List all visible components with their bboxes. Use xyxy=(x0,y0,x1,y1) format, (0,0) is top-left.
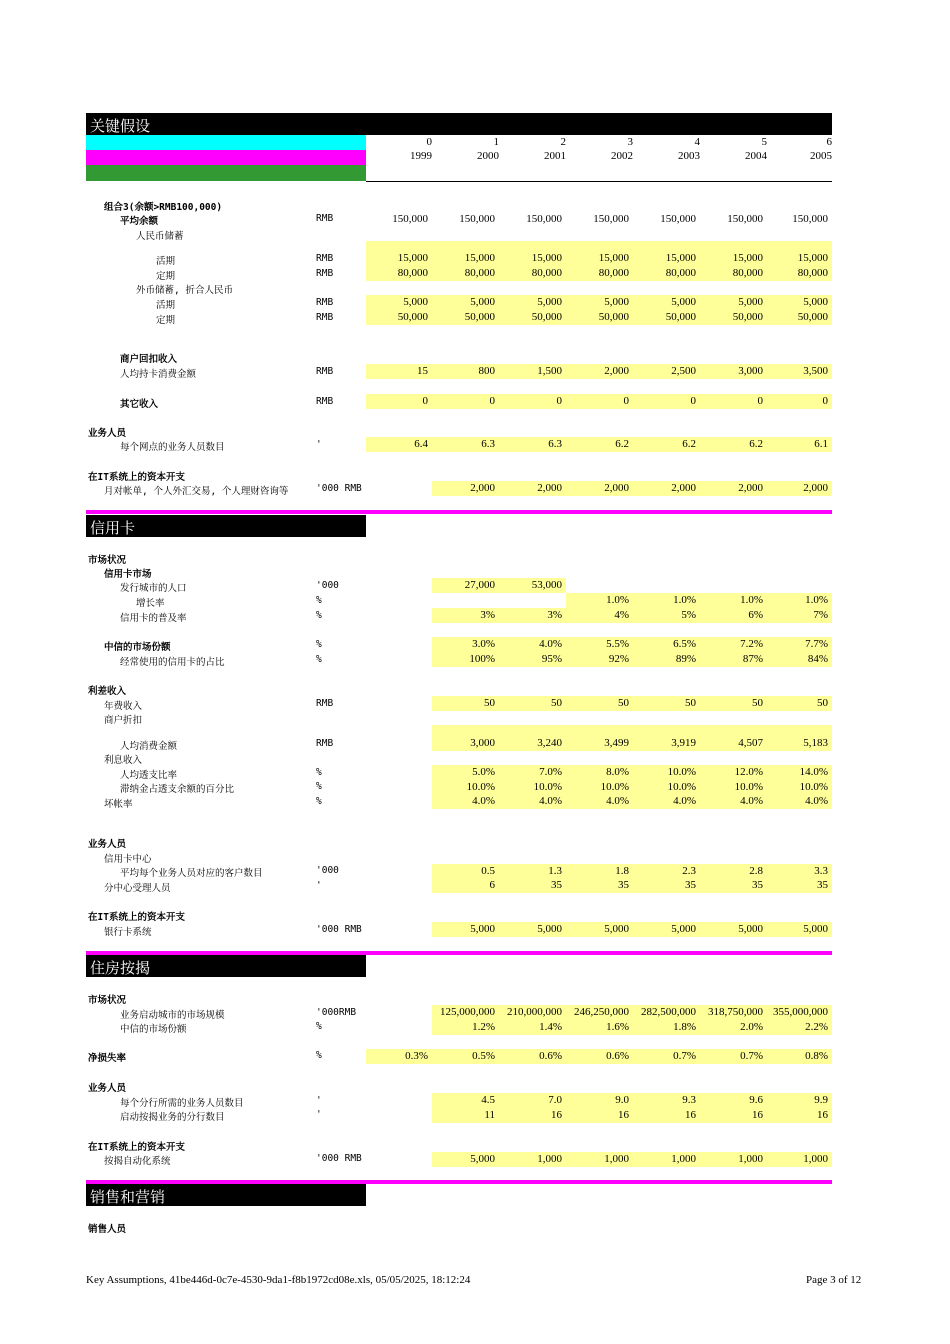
cell-value: 15,000 xyxy=(598,252,629,264)
cell-value: 80,000 xyxy=(464,267,495,279)
cell-value: 6.3 xyxy=(548,438,562,450)
cell-value: 5,000 xyxy=(738,923,763,935)
column-index: 3 xyxy=(627,136,633,148)
cell-value: 7.2% xyxy=(740,638,763,650)
label-interest-income: 利息收入 xyxy=(104,755,143,766)
cell-value: 0.7% xyxy=(673,1050,696,1062)
label-merchant-discount: 商户折扣 xyxy=(104,715,143,726)
cell-value: 6.2 xyxy=(682,438,696,450)
cell-value: 5,000 xyxy=(803,296,828,308)
label-penetration: 信用卡的普及率 xyxy=(120,613,187,624)
section-bar-credit-card xyxy=(86,515,366,537)
label-sales-staff: 销售人员 xyxy=(88,1224,127,1235)
label-rmb-savings: 人民币储蓄 xyxy=(136,231,184,242)
cell-value: 11 xyxy=(484,1109,495,1121)
label-citic-mkt-share: 中信的市场份额 xyxy=(120,1024,187,1035)
footer-file-info: Key Assumptions, 41be446d-0c7e-4530-9da1-f8b1972cd08e.xls, 05/05/2025, 18:12:24 xyxy=(86,1274,471,1286)
column-index: 5 xyxy=(761,136,767,148)
unit-bad-debt: % xyxy=(316,796,322,807)
unit-bank-card-sys: '000 RMB xyxy=(316,924,362,935)
cell-value: 92% xyxy=(608,653,629,665)
unit-issue-pop: '000 xyxy=(316,580,339,591)
cell-value: 0 xyxy=(623,395,629,407)
cell-value: 1,000 xyxy=(803,1153,828,1165)
cell-value: 1.8 xyxy=(615,865,629,877)
unit-rmb-fixed: RMB xyxy=(316,268,334,279)
cell-value: 10.0% xyxy=(533,781,562,793)
cell-value: 27,000 xyxy=(464,579,495,591)
cell-value: 5,000 xyxy=(671,923,696,935)
section-bar-key-assumptions xyxy=(86,113,832,135)
label-mortgage-staff: 业务人员 xyxy=(88,1083,127,1094)
cell-value: 4.0% xyxy=(805,795,828,807)
cell-value: 0.6% xyxy=(606,1050,629,1062)
unit-per-card-spend: RMB xyxy=(316,366,334,377)
cell-value: 0 xyxy=(690,395,696,407)
cell-value: 9.6 xyxy=(749,1094,763,1106)
label-net-loss: 净损失率 xyxy=(88,1053,127,1064)
cell-value: 0.3% xyxy=(405,1050,428,1062)
cell-value: 16 xyxy=(817,1109,828,1121)
cell-value: 3,500 xyxy=(803,365,828,377)
cell-value: 84% xyxy=(807,653,828,665)
cell-value: 800 xyxy=(478,365,495,377)
cell-value: 0 xyxy=(757,395,763,407)
unit-citic-mkt-share: % xyxy=(316,1021,322,1032)
unit-launch-market: '000RMB xyxy=(316,1007,357,1018)
section-title: 关键假设 xyxy=(90,117,151,135)
cell-value: 12.0% xyxy=(734,766,763,778)
cell-value: 1,000 xyxy=(738,1153,763,1165)
cell-value: 4.0% xyxy=(606,795,629,807)
cell-value: 50 xyxy=(484,697,495,709)
cell-value: 3% xyxy=(547,609,562,621)
unit-staff-per-branch: ' xyxy=(316,439,322,450)
cell-value: 35 xyxy=(618,879,629,891)
cell-value: 2,000 xyxy=(671,482,696,494)
unit-other-income: RMB xyxy=(316,396,334,407)
label-staff: 业务人员 xyxy=(88,428,127,439)
cell-value: 282,500,000 xyxy=(641,1006,696,1018)
cell-value: 5,000 xyxy=(803,923,828,935)
cell-value: 5% xyxy=(681,609,696,621)
cell-value: 2,000 xyxy=(738,482,763,494)
cell-value: 3,000 xyxy=(738,365,763,377)
label-staff-per-branch: 每个网点的业务人员数目 xyxy=(120,442,225,453)
cell-value: 16 xyxy=(551,1109,562,1121)
cell-value: 1.0% xyxy=(740,594,763,606)
unit-fx-fixed: RMB xyxy=(316,312,334,323)
cell-value: 95% xyxy=(541,653,562,665)
cell-value: 2,000 xyxy=(604,482,629,494)
cell-value: 1,000 xyxy=(604,1153,629,1165)
cell-value: 6.4 xyxy=(414,438,428,450)
header-rule xyxy=(366,181,832,182)
cell-value: 9.3 xyxy=(682,1094,696,1106)
section-bar-sales-marketing xyxy=(86,1184,366,1206)
cell-value: 2.0% xyxy=(740,1021,763,1033)
label-it-items: 月对帐单, 个人外汇交易, 个人理财咨询等 xyxy=(104,486,289,497)
magenta-rule xyxy=(86,510,832,514)
cell-value: 9.0 xyxy=(615,1094,629,1106)
unit-growth: % xyxy=(316,595,322,606)
cell-value: 9.9 xyxy=(814,1094,828,1106)
cell-highlight xyxy=(700,241,767,251)
cell-value: 50,000 xyxy=(397,311,428,323)
label-spread-income: 利差收入 xyxy=(88,686,127,697)
cell-value: 318,750,000 xyxy=(708,1006,763,1018)
unit-sub-center-staff: ' xyxy=(316,880,322,891)
cell-value: 50,000 xyxy=(732,311,763,323)
cell-value: 150,000 xyxy=(392,213,428,225)
cell-value: 0.5% xyxy=(472,1050,495,1062)
cell-value: 7.0% xyxy=(539,766,562,778)
cell-value: 10.0% xyxy=(466,781,495,793)
cell-value: 87% xyxy=(742,653,763,665)
section-title: 信用卡 xyxy=(90,519,136,537)
cell-value: 4.0% xyxy=(472,795,495,807)
cell-value: 2,500 xyxy=(671,365,696,377)
cell-highlight xyxy=(499,241,566,251)
cell-value: 15,000 xyxy=(665,252,696,264)
cell-value: 5,000 xyxy=(738,296,763,308)
label-issue-pop: 发行城市的人口 xyxy=(120,583,187,594)
cell-value: 0 xyxy=(822,395,828,407)
unit-staff-per-branch-mortgage: ' xyxy=(316,1095,322,1106)
cell-value: 80,000 xyxy=(732,267,763,279)
label-it-capex: 在IT系统上的资本开支 xyxy=(88,472,185,483)
cell-value: 1,000 xyxy=(671,1153,696,1165)
unit-overdraft-ratio: % xyxy=(316,767,322,778)
label-rmb-fixed: 定期 xyxy=(156,271,176,282)
unit-penetration: % xyxy=(316,610,322,621)
cell-value: 14.0% xyxy=(799,766,828,778)
label-other-income: 其它收入 xyxy=(120,399,159,410)
cell-value: 1.0% xyxy=(805,594,828,606)
cell-value: 2,000 xyxy=(803,482,828,494)
cell-highlight xyxy=(366,241,432,251)
cell-highlight xyxy=(432,241,499,251)
cell-highlight xyxy=(633,725,700,736)
cell-highlight xyxy=(566,725,633,736)
unit-per-capita-spend: RMB xyxy=(316,738,334,749)
cell-value: 2.8 xyxy=(749,865,763,877)
cell-value: 50,000 xyxy=(598,311,629,323)
cell-value: 5,000 xyxy=(604,296,629,308)
cell-value: 16 xyxy=(618,1109,629,1121)
label-cc-it-capex: 在IT系统上的资本开支 xyxy=(88,912,185,923)
cell-value: 8.0% xyxy=(606,766,629,778)
cell-value: 1.2% xyxy=(472,1021,495,1033)
cell-highlight xyxy=(566,241,633,251)
cell-value: 6 xyxy=(489,879,495,891)
cell-value: 1.3 xyxy=(548,865,562,877)
cell-value: 150,000 xyxy=(660,213,696,225)
column-year: 2002 xyxy=(611,150,633,162)
unit-mortgage-auto: '000 RMB xyxy=(316,1153,362,1164)
unit-annual-fee: RMB xyxy=(316,698,334,709)
cell-value: 5.0% xyxy=(472,766,495,778)
cell-highlight xyxy=(700,725,767,736)
cell-highlight xyxy=(633,241,700,251)
section-title: 住房按揭 xyxy=(90,959,151,977)
magenta-rule xyxy=(86,951,832,955)
cell-value: 16 xyxy=(685,1109,696,1121)
cell-value: 50 xyxy=(817,697,828,709)
cell-value: 4.0% xyxy=(740,795,763,807)
label-overdraft-ratio: 人均透支比率 xyxy=(120,770,178,781)
cell-value: 0 xyxy=(489,395,495,407)
green-band xyxy=(86,165,366,181)
unit-fx-demand: RMB xyxy=(316,297,334,308)
cell-value: 89% xyxy=(675,653,696,665)
cell-value: 3,919 xyxy=(671,737,696,749)
cell-value: 50 xyxy=(618,697,629,709)
cell-highlight xyxy=(767,241,832,251)
cell-value: 35 xyxy=(685,879,696,891)
cell-value: 53,000 xyxy=(531,579,562,591)
cell-value: 3,000 xyxy=(470,737,495,749)
cell-value: 1.8% xyxy=(673,1021,696,1033)
cell-value: 210,000,000 xyxy=(507,1006,562,1018)
column-year: 2001 xyxy=(544,150,566,162)
label-late-fee: 滞纳金占透支余额的百分比 xyxy=(120,784,235,795)
cell-value: 1,000 xyxy=(537,1153,562,1165)
cell-value: 80,000 xyxy=(531,267,562,279)
cell-value: 2,000 xyxy=(537,482,562,494)
column-index: 2 xyxy=(560,136,566,148)
cell-value: 2.2% xyxy=(805,1021,828,1033)
label-avg-balance: 平均余额 xyxy=(120,216,159,227)
cell-value: 1.0% xyxy=(606,594,629,606)
label-branches-mortgage: 启动按揭业务的分行数目 xyxy=(120,1112,225,1123)
cell-value: 10.0% xyxy=(667,766,696,778)
unit-avg-balance: RMB xyxy=(316,213,334,224)
label-per-card-spend: 人均持卡消费金额 xyxy=(120,369,197,380)
cell-value: 50,000 xyxy=(665,311,696,323)
column-year: 2003 xyxy=(678,150,700,162)
section-title: 销售和营销 xyxy=(90,1188,166,1206)
cell-value: 7% xyxy=(813,609,828,621)
cell-value: 5,000 xyxy=(470,296,495,308)
cell-value: 150,000 xyxy=(792,213,828,225)
cell-value: 5.5% xyxy=(606,638,629,650)
cell-value: 6.3 xyxy=(481,438,495,450)
cell-value: 4.0% xyxy=(539,638,562,650)
cell-value: 50,000 xyxy=(531,311,562,323)
unit-frequent-share: % xyxy=(316,654,322,665)
cell-highlight xyxy=(499,725,566,736)
cell-value: 1.6% xyxy=(606,1021,629,1033)
label-cc-market: 信用卡市场 xyxy=(104,569,152,580)
cell-value: 10.0% xyxy=(799,781,828,793)
label-frequent-share: 经常使用的信用卡的占比 xyxy=(120,657,225,668)
unit-citic-share: % xyxy=(316,639,322,650)
cell-value: 4% xyxy=(614,609,629,621)
column-index: 6 xyxy=(826,136,832,148)
cell-value: 80,000 xyxy=(797,267,828,279)
label-fx-demand: 活期 xyxy=(156,300,176,311)
cell-value: 6.2 xyxy=(749,438,763,450)
cell-value: 80,000 xyxy=(665,267,696,279)
cell-value: 50 xyxy=(551,697,562,709)
label-merchant-rebate: 商户回扣收入 xyxy=(120,354,178,365)
cell-value: 5,000 xyxy=(403,296,428,308)
unit-rmb-demand: RMB xyxy=(316,253,334,264)
label-growth: 增长率 xyxy=(136,598,165,609)
label-sub-center-staff: 分中心受理人员 xyxy=(104,883,171,894)
cell-value: 1.0% xyxy=(673,594,696,606)
cell-value: 1,500 xyxy=(537,365,562,377)
cell-value: 3,499 xyxy=(604,737,629,749)
cell-value: 6.2 xyxy=(615,438,629,450)
cell-value: 5,183 xyxy=(803,737,828,749)
cell-value: 150,000 xyxy=(459,213,495,225)
cell-value: 150,000 xyxy=(526,213,562,225)
cell-value: 6.1 xyxy=(814,438,828,450)
unit-branches-mortgage: ' xyxy=(316,1109,322,1120)
cell-value: 5,000 xyxy=(671,296,696,308)
cell-value: 50,000 xyxy=(797,311,828,323)
label-annual-fee: 年费收入 xyxy=(104,701,143,712)
cell-value: 16 xyxy=(752,1109,763,1121)
cell-value: 6% xyxy=(748,609,763,621)
cell-value: 35 xyxy=(551,879,562,891)
cell-value: 15,000 xyxy=(732,252,763,264)
cell-value: 0.8% xyxy=(805,1050,828,1062)
label-combo3: 组合3(余额>RMB100,000) xyxy=(104,202,223,213)
unit-net-loss: % xyxy=(316,1050,322,1061)
cell-value: 355,000,000 xyxy=(773,1006,828,1018)
cell-value: 6.5% xyxy=(673,638,696,650)
cell-value: 2,000 xyxy=(604,365,629,377)
cell-value: 150,000 xyxy=(727,213,763,225)
cell-value: 50,000 xyxy=(464,311,495,323)
cell-value: 4.5 xyxy=(481,1094,495,1106)
cell-value: 2,000 xyxy=(470,482,495,494)
cell-value: 246,250,000 xyxy=(574,1006,629,1018)
cell-value: 100% xyxy=(469,653,495,665)
label-mortgage-auto: 按揭自动化系统 xyxy=(104,1156,171,1167)
cell-value: 5,000 xyxy=(470,923,495,935)
cell-value: 125,000,000 xyxy=(440,1006,495,1018)
cell-value: 50 xyxy=(752,697,763,709)
cell-value: 3.3 xyxy=(814,865,828,877)
cell-value: 4.0% xyxy=(539,795,562,807)
cell-highlight xyxy=(432,725,499,736)
section-bar-mortgage xyxy=(86,955,366,977)
label-rmb-demand: 活期 xyxy=(156,256,176,267)
cell-value: 0 xyxy=(422,395,428,407)
cell-value: 80,000 xyxy=(397,267,428,279)
label-market: 市场状况 xyxy=(88,555,127,566)
column-index: 1 xyxy=(493,136,499,148)
cell-value: 35 xyxy=(817,879,828,891)
cell-value: 5,000 xyxy=(537,923,562,935)
label-bank-card-sys: 银行卡系统 xyxy=(104,927,152,938)
cell-value: 50 xyxy=(685,697,696,709)
footer-page-number: Page 3 of 12 xyxy=(806,1274,862,1286)
cell-value: 10.0% xyxy=(734,781,763,793)
label-cc-staff: 业务人员 xyxy=(88,839,127,850)
cell-value: 15,000 xyxy=(397,252,428,264)
cell-value: 3% xyxy=(480,609,495,621)
unit-it-capex: '000 RMB xyxy=(316,483,362,494)
cell-value: 0.6% xyxy=(539,1050,562,1062)
cell-value: 3.0% xyxy=(472,638,495,650)
column-index: 4 xyxy=(694,136,700,148)
label-citic-share: 中信的市场份额 xyxy=(104,642,171,653)
label-mortgage-it-capex: 在IT系统上的资本开支 xyxy=(88,1142,185,1153)
cell-value: 15,000 xyxy=(464,252,495,264)
cell-value: 7.0 xyxy=(548,1094,562,1106)
label-cc-center: 信用卡中心 xyxy=(104,854,152,865)
cell-value: 0 xyxy=(556,395,562,407)
cell-value: 3,240 xyxy=(537,737,562,749)
cell-value: 4.0% xyxy=(673,795,696,807)
cell-value: 15 xyxy=(417,365,428,377)
label-staff-per-branch-mortgage: 每个分行所需的业务人员数目 xyxy=(120,1098,244,1109)
label-launch-market: 业务启动城市的市场规模 xyxy=(120,1010,225,1021)
cell-value: 1.4% xyxy=(539,1021,562,1033)
cell-value: 5,000 xyxy=(537,296,562,308)
cell-value: 0.5 xyxy=(481,865,495,877)
unit-late-fee: % xyxy=(316,781,322,792)
cell-highlight xyxy=(767,725,832,736)
column-year: 1999 xyxy=(410,150,432,162)
magenta-band xyxy=(86,150,366,165)
label-fx-fixed: 定期 xyxy=(156,315,176,326)
column-year: 2005 xyxy=(810,150,832,162)
cell-value: 2.3 xyxy=(682,865,696,877)
cell-value: 15,000 xyxy=(531,252,562,264)
cell-value: 15,000 xyxy=(797,252,828,264)
cell-value: 80,000 xyxy=(598,267,629,279)
cyan-band xyxy=(86,135,366,150)
cell-value: 7.7% xyxy=(805,638,828,650)
label-cust-per-staff: 平均每个业务人员对应的客户数目 xyxy=(120,868,263,879)
label-per-capita-spend: 人均消费金额 xyxy=(120,741,178,752)
unit-cust-per-staff: '000 xyxy=(316,865,339,876)
cell-value: 5,000 xyxy=(604,923,629,935)
column-year: 2000 xyxy=(477,150,499,162)
column-index: 0 xyxy=(426,136,432,148)
column-year: 2004 xyxy=(745,150,767,162)
cell-value: 0.7% xyxy=(740,1050,763,1062)
label-mortgage-market: 市场状况 xyxy=(88,995,127,1006)
label-fx-savings: 外币储蓄, 折合人民币 xyxy=(136,285,233,296)
cell-value: 10.0% xyxy=(667,781,696,793)
cell-value: 5,000 xyxy=(470,1153,495,1165)
cell-value: 150,000 xyxy=(593,213,629,225)
cell-value: 10.0% xyxy=(600,781,629,793)
label-bad-debt: 坏帐率 xyxy=(104,799,133,810)
cell-value: 35 xyxy=(752,879,763,891)
cell-value: 4,507 xyxy=(738,737,763,749)
